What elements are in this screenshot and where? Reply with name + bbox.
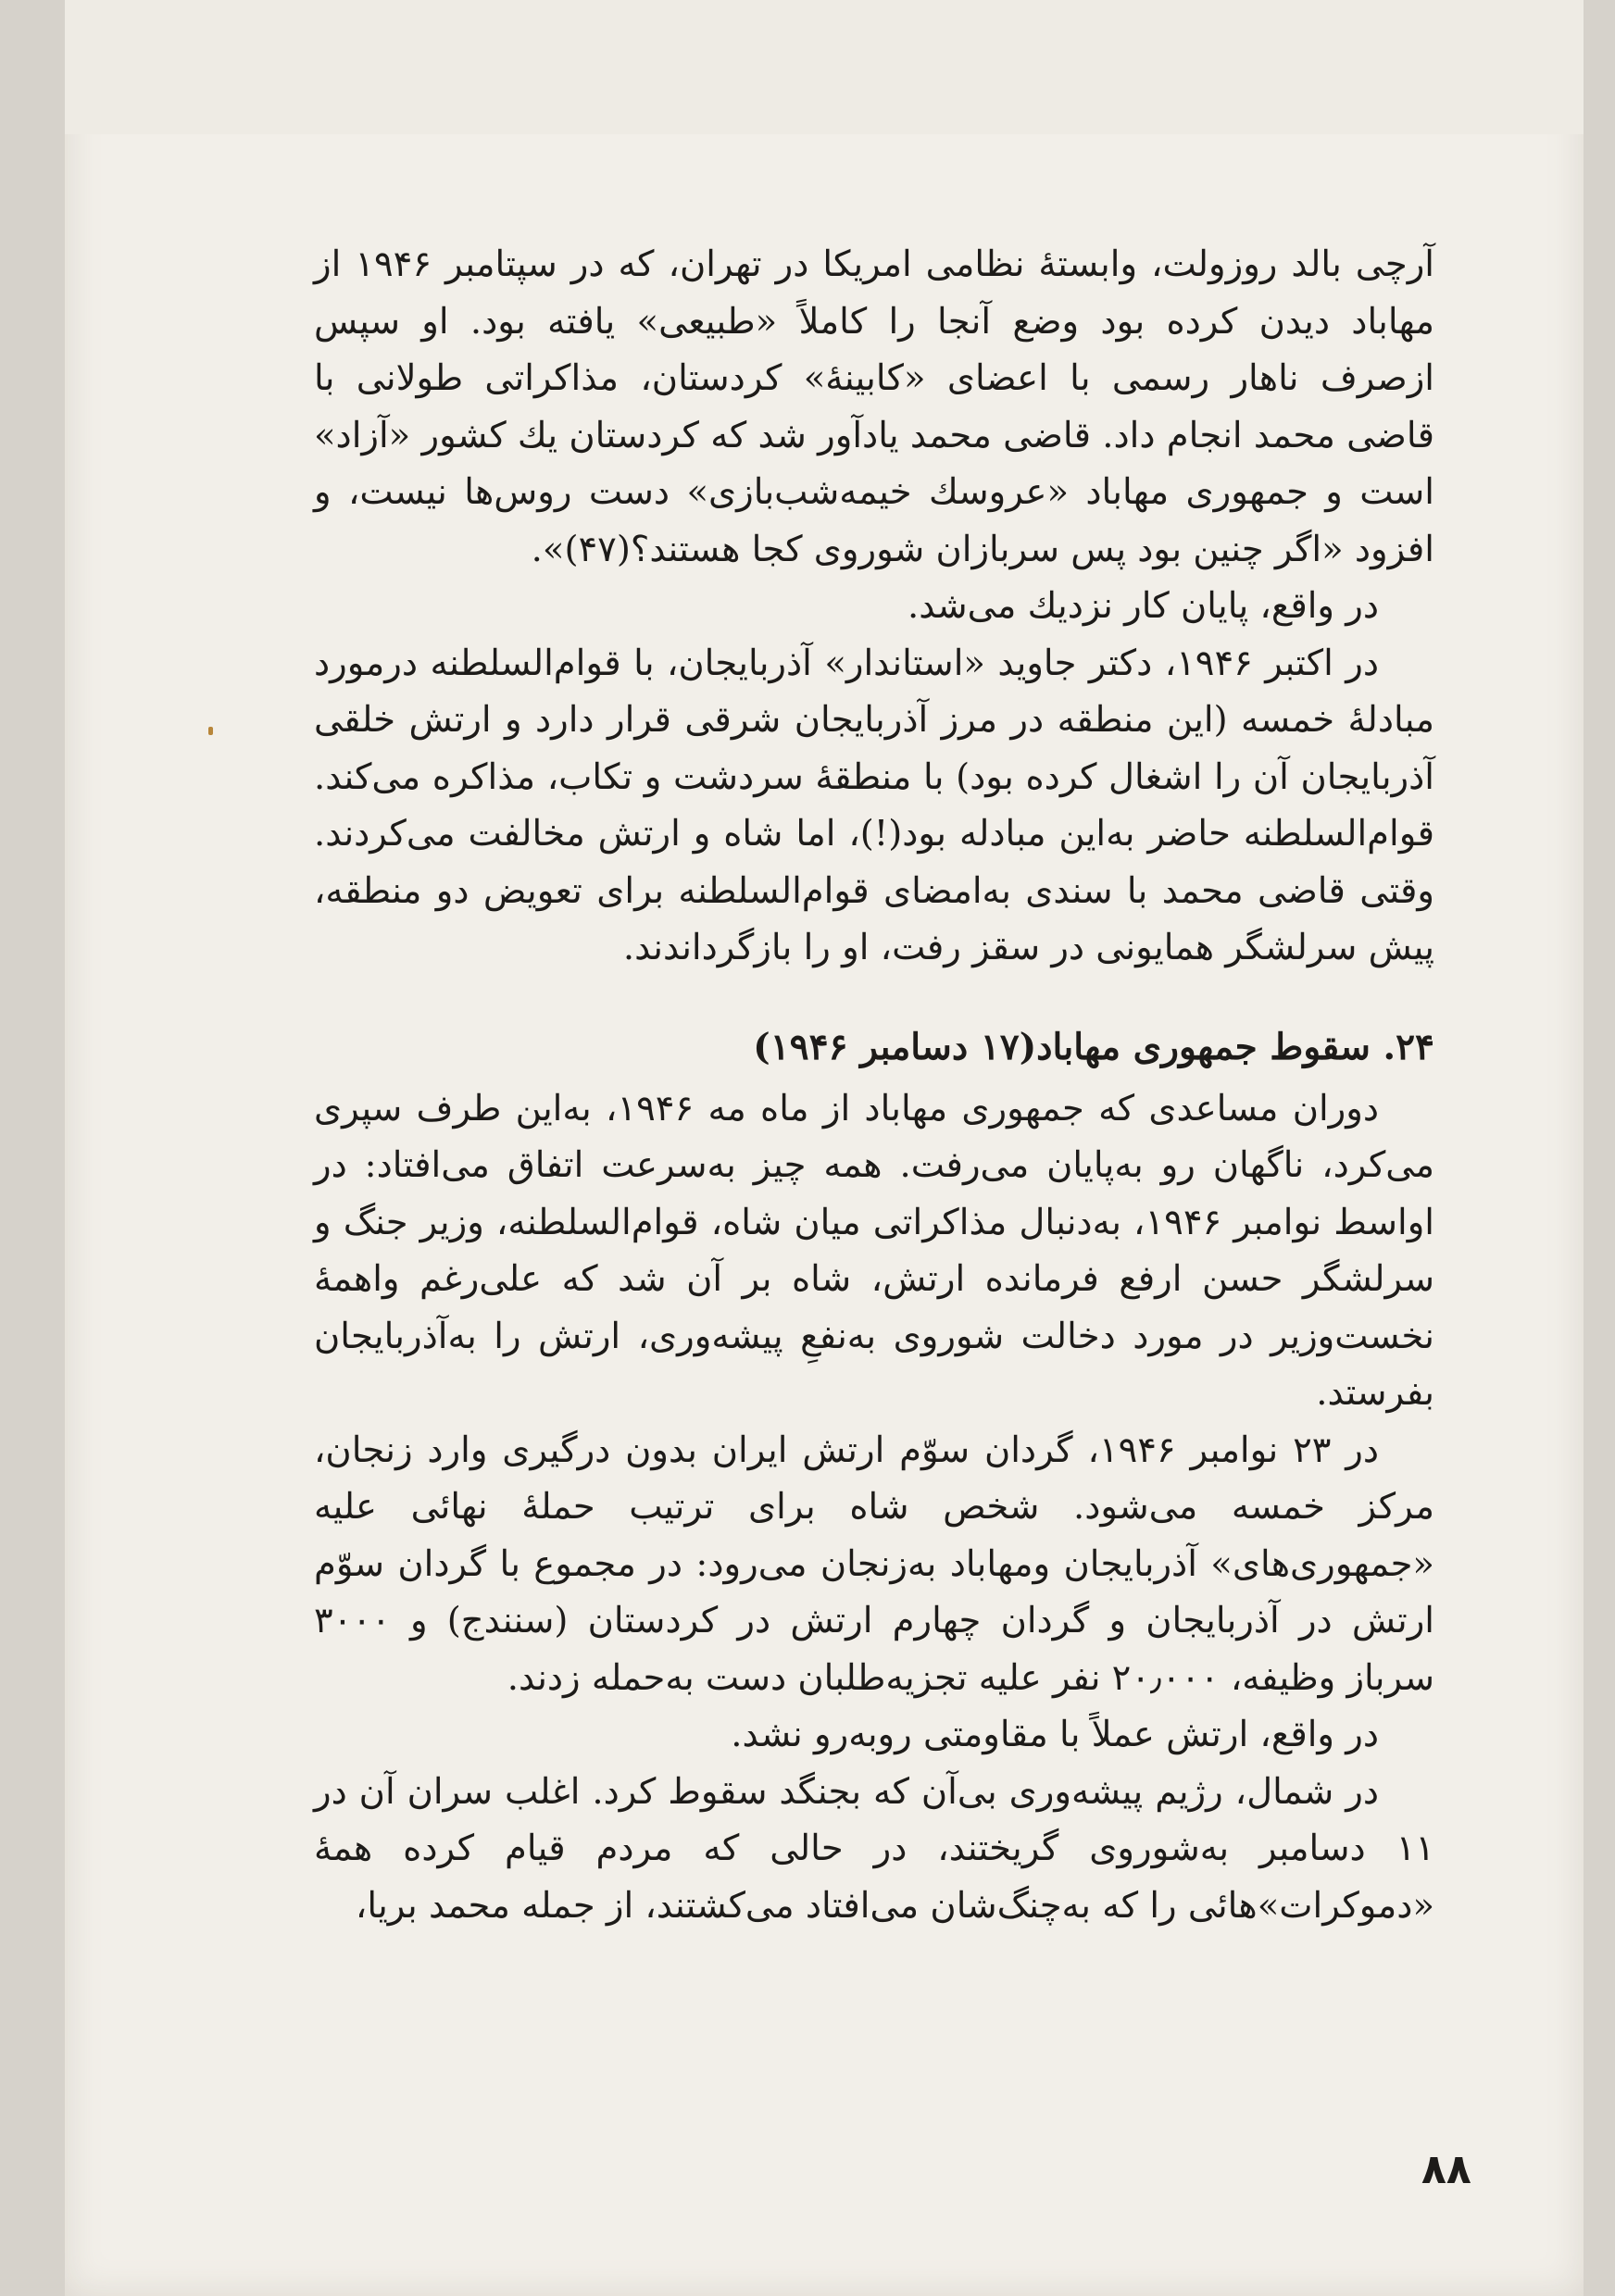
paragraph-army-advance: در ۲۳ نوامبر ۱۹۴۶، گردان سوّم ارتش ایران بدون درگیری وارد زنجان، مرکز خمسه می‌شود. شخص شاه برای ترتیب حملهٔ نهائی علیه «جمهوری‌های» آذربایجان ومهاباد به‌زنجان می‌رود: در مجموع با گردان سوّم ارتش در آذربایجان و گردان چهارم ارتش در کردستان (سنندج) و ۳۰۰۰ سرباز وظیفه، ۲۰٫۰۰۰ نفر علیه تجزیه‌طلبان دست به‌حمله زدند. — [314, 1429, 1434, 1699]
page-number: ۸۸ — [1421, 2146, 1471, 2193]
page-body — [314, 236, 1434, 1934]
paragraph-khamseh-exchange: در اکتبر ۱۹۴۶، دکتر جاوید «استاندار» آذربایجان، با قوام‌السلطنه درمورد مبادلهٔ خمسه (این منطقه در مرز آذربایجان شرقی قرار دارد و ارتش خلقی آذربایجان آن را اشغال کرده بود) با منطقهٔ سردشت و تکاب، مذاکره می‌کند. قوام‌السلطنه حاضر به‌این مبادله بود(!)، اما شاه و ارتش مخالفت می‌کردند. وقتی قاضی محمد با سندی به‌امضای قوام‌السلطنه برای تعویض دو منطقه، پیش سرلشگر همایونی در سقز رفت، او را بازگرداندند. — [314, 642, 1434, 968]
paragraph-end-near: در واقع، پایان کار نزدیك می‌شد. — [907, 585, 1379, 627]
paragraph-no-resistance: در واقع، ارتش عملاً با مقاومتی روبه‌رو نشد. — [731, 1714, 1379, 1755]
paragraph-republic-decline: دوران مساعدی که جمهوری مهاباد از ماه مه ۱۹۴۶، به‌این طرف سپری می‌کرد، ناگهان رو به‌پایان می‌رفت. همه چیز به‌سرعت اتفاق می‌افتاد: در اواسط نوامبر ۱۹۴۶، به‌دنبال مذاکراتی میان شاه، قوام‌السلطنه، وزیر جنگ و سرلشگر حسن ارفع فرمانده ارتش، شاه بر آن شد که علی‌رغم واهمهٔ نخست‌وزیر در مورد دخالت شوروی به‌نفعِ پیشه‌وری، ارتش را به‌آذربایجان بفرستد. — [314, 1087, 1434, 1414]
section-heading: ۲۴. سقوط جمهوری مهاباد(۱۷ دسامبر ۱۹۴۶) — [753, 1025, 1434, 1068]
paragraph-pishevari-fall: در شمال، رژیم پیشه‌وری بی‌آن که بجنگد سقوط کرد. اغلب سران آن در ۱۱ دسامبر به‌شوروی گریختند، در حالی که مردم قیام کرده همهٔ «دموکرات»هائی را که به‌چنگ‌شان می‌افتاد می‌کشتند، از جمله محمد بریا، — [314, 1770, 1434, 1927]
paragraph-roosevelt-visit: آرچی بالد روزولت، وابستهٔ نظامی امریکا در تهران، که در سپتامبر ۱۹۴۶ از مهاباد دیدن کرده بود وضع آنجا را کاملاً «طبیعی» یافته بود. او سپس ازصرف ناهار رسمی با اعضای «کابینهٔ» کردستان، مذاکراتی طولانی با قاضی محمد انجام داد. قاضی محمد یادآور شد که کردستان یك کشور «آزاد» است و جمهوری مهاباد «عروسك خیمه‌شب‌بازی» دست روس‌ها نیست، و افزود «اگر چنین بود پس سربازان شوروی کجا هستند؟(۴۷)». — [314, 243, 1434, 570]
ink-mark — [208, 727, 213, 735]
page-top-edge — [65, 0, 1584, 134]
